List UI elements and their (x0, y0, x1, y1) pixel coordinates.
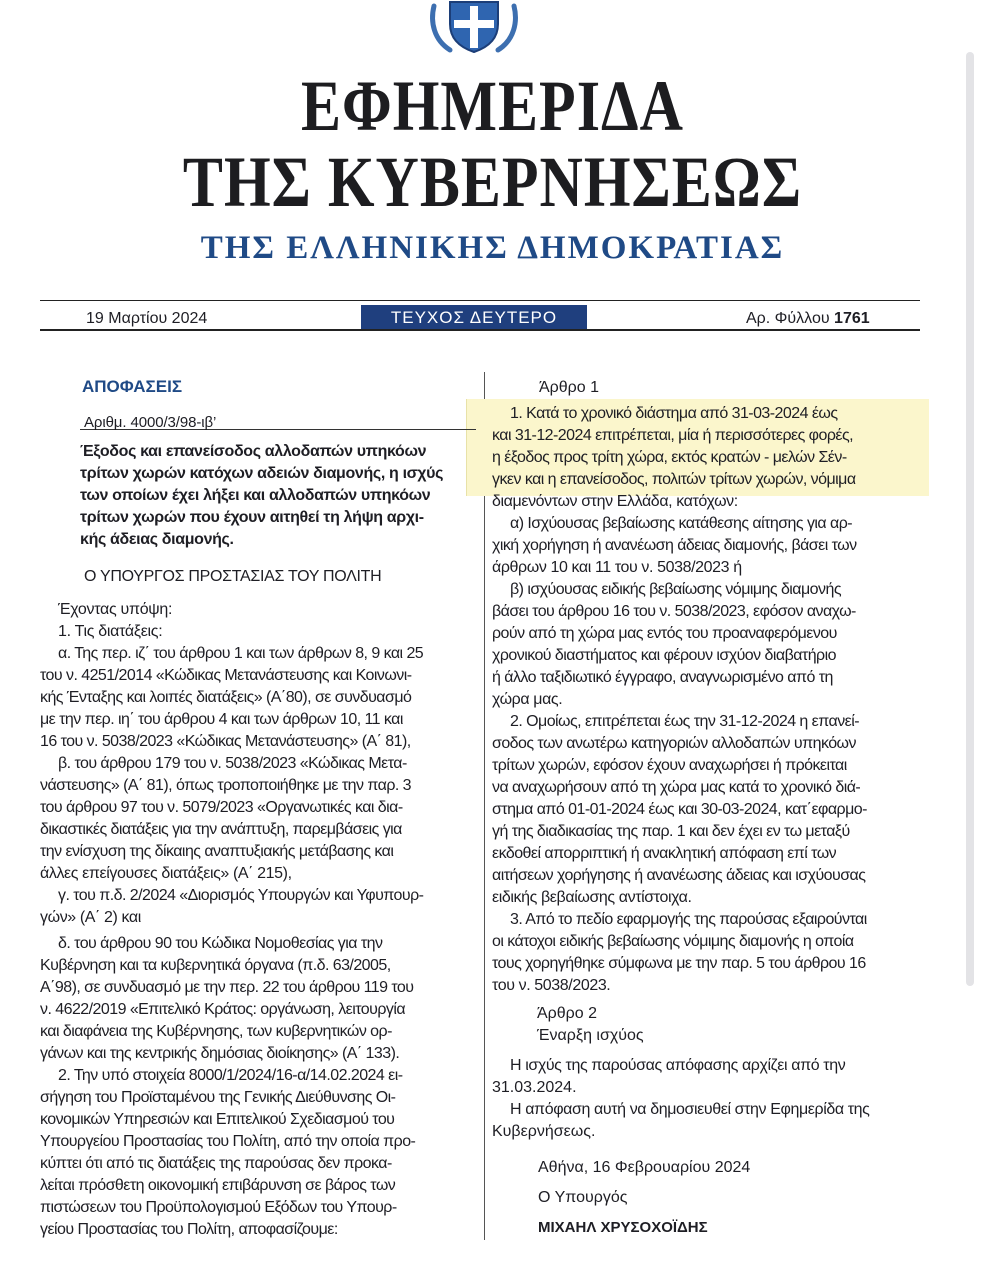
body-line: σήγηση του Προϊσταμένου της Γενικής Διεύθυνσης Οι- (40, 1089, 396, 1106)
article-line: Κυβερνήσεως. (492, 1123, 596, 1140)
article-line: διαμενόντων στην Ελλάδα, κατόχων: (492, 493, 738, 510)
article-line: τρίτων χωρών, εφόσον έχουν αναχωρήσει ή πρόκειται (492, 757, 847, 774)
column-divider (484, 372, 485, 1240)
body-line: γών» (Α΄ 2) και (40, 909, 141, 926)
body-line: με την περ. ιη΄ του άρθρου 4 και των άρθρων 10, 11 και (40, 711, 403, 728)
signature-name: ΜΙΧΑΗΛ ΧΡΥΣΟΧΟΪΔΗΣ (538, 1219, 708, 1236)
body-line: β. του άρθρου 179 του ν. 5038/2023 «Κώδικας Μετα- (58, 755, 407, 772)
article-line: β) ισχύουσας ειδικής βεβαίωσης νόμιμης διαμονής (510, 581, 841, 598)
decision-title-line: των οποίων έχει λήξει και αλλοδαπών υπηκόων (80, 487, 431, 504)
article-line: σοδος των ανωτέρω κατηγοριών αλλοδαπών υπηκόων (492, 735, 856, 752)
header-rule-bottom (40, 329, 920, 331)
article-line: αιτήσεων χορήγησης ή ανανέωσης άδειας και ισχύουσας (492, 867, 866, 884)
article-line: 3. Από το πεδίο εφαρμογής της παρούσας εξαιρούνται (510, 911, 867, 928)
decision-reference: Αριθμ. 4000/3/98-ιβ’ (84, 414, 217, 431)
article-line: του ν. 5038/2023. (492, 977, 611, 994)
body-line: κονομικών Υπηρεσιών και Επιτελικού Σχεδιασμού του (40, 1111, 395, 1128)
body-line: 2. Την υπό στοιχεία 8000/1/2024/16-α/14.02.2024 ει- (58, 1067, 403, 1084)
article-line: ειδικής βεβαίωσης αντίστοιχα. (492, 889, 692, 906)
sheet-label: Αρ. Φύλλου (746, 310, 830, 327)
section-heading: ΑΠΟΦΑΣΕΙΣ (82, 377, 183, 396)
article-2-subheading: Έναρξη ισχύος (537, 1027, 644, 1044)
body-line: 1. Τις διατάξεις: (58, 623, 163, 640)
article-line: στημα από 01-01-2024 έως και 30-03-2024, κατ΄εφαρμο- (492, 801, 867, 818)
body-line: γάνων και της κεντρικής δημόσιας διοίκησης» (Α΄ 133). (40, 1045, 400, 1062)
article-line: τους χορηγήθηκε σύμφωνα με την παρ. 5 του άρθρου 16 (492, 955, 866, 972)
article-line: γκεν και η επανείσοδος, πολιτών τρίτων χωρών, νόμιμα (492, 471, 856, 488)
body-line: δικαστικές διατάξεις για την ανάπτυξη, παρεμβάσεις για (40, 821, 402, 838)
body-line: του άρθρου 97 του ν. 5079/2023 «Οργανωτικές και δια- (40, 799, 403, 816)
article-line: γή της διαδικασίας της παρ. 1 και δεν έχει εν τω μεταξύ (492, 823, 850, 840)
body-line: πιστώσεων του Προϋπολογισμού Εξόδων του Υπουρ- (40, 1199, 397, 1216)
article-line: εκδοθεί απορριπτική ή ανακλητική απόφαση επί των (492, 845, 837, 862)
issue-series-badge: ΤΕΥΧΟΣ ΔΕΥΤΕΡΟ (361, 305, 587, 331)
body-line: Υπουργείου Προστασίας του Πολίτη, από την οποία προ- (40, 1133, 416, 1150)
article-line: οι κάτοχοι ειδικής βεβαίωσης νόμιμης διαμονής η οποία (492, 933, 854, 950)
body-line: α. Της περ. ιζ΄ του άρθρου 1 και των άρθρων 8, 9 και 25 (58, 645, 424, 662)
masthead-title-line2: ΤΗΣ ΚΥΒΕΡΝΗΣΕΩΣ (182, 142, 803, 222)
body-line: δ. του άρθρου 90 του Κώδικα Νομοθεσίας για την (58, 935, 383, 952)
body-line: Έχοντας υπόψη: (58, 601, 173, 618)
sheet-number: 1761 (834, 310, 870, 327)
body-line: λείται πρόσθετη οικονομική επιβάρυνση σε βάρος των (40, 1177, 396, 1194)
decision-title-line: τρίτων χωρών κατόχων αδειών διαμονής, η ισχύς (80, 465, 444, 482)
body-line: ν. 4622/2019 «Επιτελικό Κράτος: οργάνωση, λειτουργία (40, 1001, 406, 1018)
sheet-number-label (746, 309, 870, 329)
article-2-heading: Άρθρο 2 (537, 1005, 598, 1022)
article-line: Η ισχύς της παρούσας απόφασης αρχίζει από την (510, 1057, 846, 1074)
article-line: χρονικού διαστήματος και φέρουν ισχύον διαβατήριο (492, 647, 836, 664)
article-line: χώρα μας. (492, 691, 563, 708)
article-line: η έξοδος προς τρίτη χώρα, εκτός κρατών - μελών Σέν- (492, 449, 847, 466)
body-line: Α΄98), σε συνδυασμό με την περ. 22 του άρθρου 119 του (40, 979, 414, 996)
body-line: κύπτει ότι από τις διατάξεις της παρούσας δεν προκα- (40, 1155, 392, 1172)
masthead-subtitle: ΤΗΣ ΕΛΛΗΝΙΚΗΣ ΔΗΜΟΚΡΑΤΙΑΣ (200, 230, 785, 266)
header-rule-top (40, 300, 920, 301)
article-line: Η απόφαση αυτή να δημοσιευθεί στην Εφημερίδα της (510, 1101, 870, 1118)
body-line: άλλες επείγουσες διατάξεις» (Α΄ 215), (40, 865, 292, 882)
article-line: ή άλλο ταξιδιωτικό έγγραφο, αναγνωρισμένο από τη (492, 669, 833, 686)
decision-title-line: Έξοδος και επανείσοδος αλλοδαπών υπηκόων (80, 443, 427, 460)
minister-heading: Ο ΥΠΟΥΡΓΟΣ ΠΡΟΣΤΑΣΙΑΣ ΤΟΥ ΠΟΛΙΤΗ (84, 568, 382, 585)
body-line: και διαφάνεια της Κυβέρνησης, των κυβερνητικών ορ- (40, 1023, 392, 1040)
article-line: 31.03.2024. (492, 1079, 577, 1096)
body-line: την ενίσχυση της δίκαιης αναπτυξιακής μετάβασης και (40, 843, 394, 860)
signature-title: Ο Υπουργός (538, 1189, 628, 1206)
article-line: χική χορήγηση ή ανανέωση άδειας διαμονής, βάσει των (492, 537, 857, 554)
article-line: και 31-12-2024 επιτρέπεται, μία ή περισσότερες φορές, (492, 427, 854, 444)
body-line: νάστευσης» (Α΄ 81), όπως τροποποιήθηκε με την παρ. 3 (40, 777, 412, 794)
signature-place-date: Αθήνα, 16 Φεβρουαρίου 2024 (538, 1159, 751, 1176)
body-line: κής Ένταξης και λοιπές διατάξεις» (Α΄80), σε συνδυασμό (40, 689, 412, 706)
article-line: 1. Κατά το χρονικό διάστημα από 31-03-2024 έως (510, 405, 838, 422)
article-line: ρούν από τη χώρα μας εντός του προαναφερόμενου (492, 625, 837, 642)
body-line: του ν. 4251/2014 «Κώδικας Μετανάστευσης και Κοινωνι- (40, 667, 412, 684)
greek-state-emblem-icon (428, 0, 520, 56)
body-line: 16 του ν. 5038/2023 «Κώδικας Μετανάστευσης» (Α΄ 81), (40, 733, 411, 750)
article-line: α) Ισχύουσας βεβαίωσης κατάθεσης αίτησης για αρ- (510, 515, 853, 532)
body-line: γείου Προστασίας του Πολίτη, αποφασίζουμε: (40, 1221, 338, 1238)
article-line: άρθρων 10 και 11 του ν. 5038/2023 ή (492, 559, 742, 576)
masthead-title-line1: ΕΦΗΜΕΡΙΔΑ (300, 66, 685, 146)
article-line: βάσει του άρθρου 16 του ν. 5038/2023, εφόσον αναχω- (492, 603, 856, 620)
article-line: να αναχωρήσουν από τη χώρα μας κατά το χρονικό διά- (492, 779, 861, 796)
issue-date: 19 Μαρτίου 2024 (86, 310, 208, 327)
decision-title-line: τρίτων χωρών που έχουν αιτηθεί τη λήψη αρχι- (80, 509, 424, 526)
article-1-heading: Άρθρο 1 (539, 379, 600, 396)
article-line: 2. Ομοίως, επιτρέπεται έως την 31-12-2024 η επανεί- (510, 713, 860, 730)
body-line: Κυβέρνηση και τα κυβερνητικά όργανα (π.δ. 63/2005, (40, 957, 391, 974)
body-line: γ. του π.δ. 2/2024 «Διορισμός Υπουργών και Υφυπουρ- (58, 887, 424, 904)
decision-title-line: κής άδειας διαμονής. (80, 531, 234, 548)
